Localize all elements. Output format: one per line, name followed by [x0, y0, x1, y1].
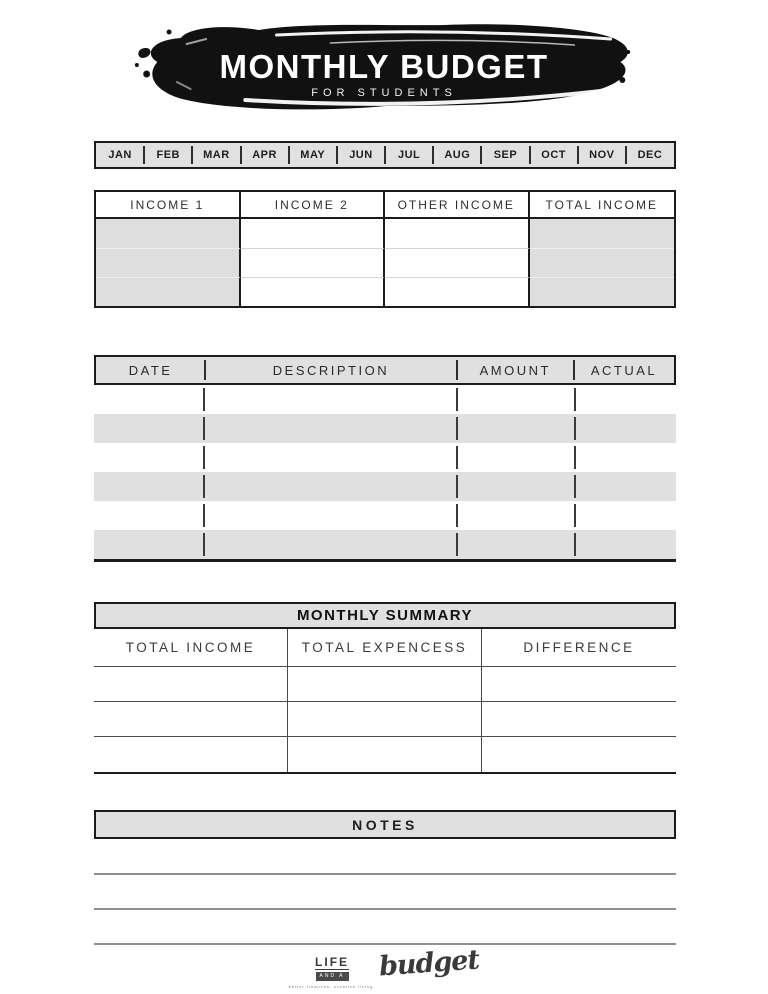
expense-cell [204, 385, 457, 414]
months-bar [94, 141, 676, 169]
notes-ruled-line [94, 908, 676, 910]
expense-row [94, 414, 676, 443]
summary-cell [288, 737, 482, 772]
expense-cell [457, 414, 575, 443]
month-oct: OCT [530, 143, 578, 167]
header-banner [130, 20, 638, 120]
expense-cell [94, 385, 204, 414]
income-cell [96, 248, 241, 277]
expense-cell [204, 530, 457, 559]
expense-table [94, 355, 676, 562]
expense-cell [575, 385, 676, 414]
logo-left-block [289, 950, 376, 989]
expense-cell [94, 472, 204, 501]
notes-title-bar [94, 810, 676, 839]
notes-ruled-line [94, 943, 676, 945]
income-cell [241, 219, 386, 248]
expense-row [94, 443, 676, 472]
income-cell [96, 277, 241, 306]
logo-word-budget: budget [378, 944, 481, 983]
income-cell [385, 248, 530, 277]
expense-cell [457, 472, 575, 501]
income-cell [241, 277, 386, 306]
footer [0, 944, 768, 992]
summary-difference-header: DIFFERENCE [482, 629, 676, 667]
month-jul: JUL [385, 143, 433, 167]
summary-cell [288, 667, 482, 702]
income-cell [530, 219, 675, 248]
expense-cell [457, 501, 575, 530]
income-cell [385, 219, 530, 248]
summary-cell [482, 737, 676, 772]
month-mar: MAR [192, 143, 240, 167]
month-nov: NOV [578, 143, 626, 167]
expense-cell [575, 530, 676, 559]
page-subtitle: FOR STUDENTS [311, 87, 457, 99]
summary-cell [288, 702, 482, 737]
logo-word-and-a: AND A [316, 972, 349, 981]
month-may: MAY [289, 143, 337, 167]
total-income-header: TOTAL INCOME [530, 192, 675, 219]
month-feb: FEB [144, 143, 192, 167]
income-cell [530, 277, 675, 306]
income1-header: INCOME 1 [96, 192, 241, 219]
logo-tagline: better finances. creative living. [288, 984, 376, 989]
income-cell [530, 248, 675, 277]
expense-row [94, 501, 676, 530]
expense-cell [94, 443, 204, 472]
logo-word-life: LIFE [315, 955, 350, 969]
expense-cell [204, 501, 457, 530]
income-cell [385, 277, 530, 306]
income-cell [96, 219, 241, 248]
monthly-summary-section [94, 602, 676, 774]
expense-row [94, 530, 676, 559]
expense-cell [94, 530, 204, 559]
actual-header: ACTUAL [590, 362, 658, 378]
expense-cell [457, 443, 575, 472]
month-jun: JUN [337, 143, 385, 167]
expense-table-header [94, 355, 676, 385]
expense-cell [575, 414, 676, 443]
life-and-a-budget-logo [288, 944, 481, 989]
month-dec: DEC [637, 149, 663, 161]
summary-cell [94, 667, 288, 702]
income2-header: INCOME 2 [241, 192, 386, 219]
summary-cell [94, 737, 288, 772]
expense-cell [457, 530, 575, 559]
expense-table-body [94, 385, 676, 562]
income-table [94, 190, 676, 308]
monthly-summary-title: MONTHLY SUMMARY [94, 602, 676, 629]
expense-cell [94, 501, 204, 530]
expense-row [94, 472, 676, 501]
expense-cell [575, 501, 676, 530]
summary-cell [482, 667, 676, 702]
notes-title: NOTES [352, 816, 418, 833]
other-income-header: OTHER INCOME [385, 192, 530, 219]
summary-cell [482, 702, 676, 737]
expense-row [94, 385, 676, 414]
income-cell [241, 248, 386, 277]
expense-cell [204, 443, 457, 472]
month-apr: APR [241, 143, 289, 167]
month-sep: SEP [481, 143, 529, 167]
expense-cell [575, 472, 676, 501]
summary-total-income-header: TOTAL INCOME [94, 629, 288, 667]
expense-cell [204, 472, 457, 501]
expense-cell [94, 414, 204, 443]
expense-cell [575, 443, 676, 472]
notes-ruled-line [94, 873, 676, 875]
page-title: MONTHLY BUDGET [219, 48, 549, 85]
month-aug: AUG [433, 143, 481, 167]
date-header: DATE [96, 357, 205, 383]
amount-header: AMOUNT [457, 357, 574, 383]
description-header: DESCRIPTION [205, 357, 456, 383]
monthly-summary-table [94, 629, 676, 774]
expense-cell [457, 385, 575, 414]
month-jan: JAN [96, 143, 144, 167]
expense-cell [204, 414, 457, 443]
summary-total-expenses-header: TOTAL EXPENCESS [288, 629, 482, 667]
summary-cell [94, 702, 288, 737]
